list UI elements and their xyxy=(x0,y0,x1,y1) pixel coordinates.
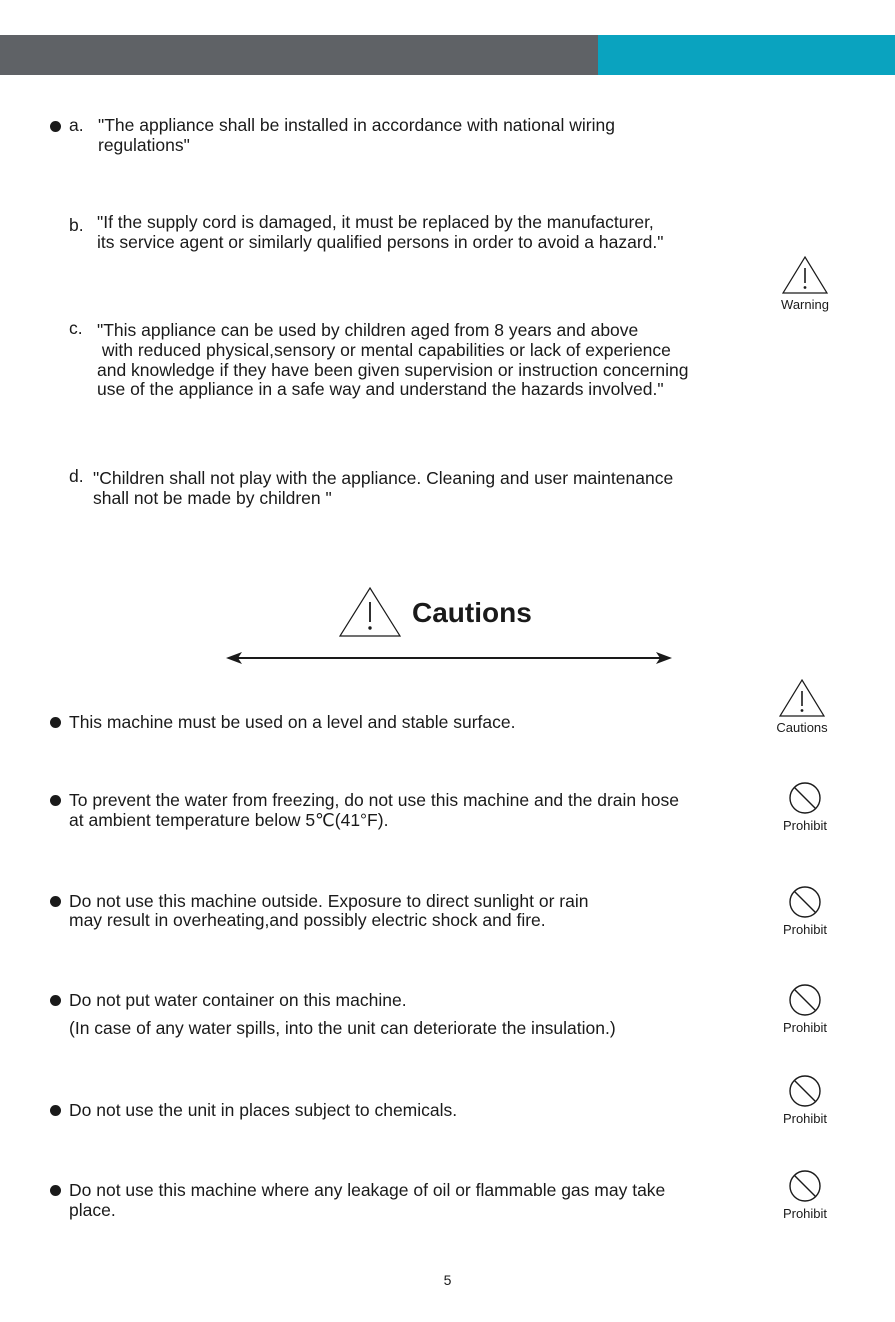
header-accent-bar xyxy=(598,35,895,75)
caution-4-line-2: (In case of any water spills, into the unit can deteriorate the insulation.) xyxy=(69,1018,616,1038)
item-c-line-2: with reduced physical,sensory or mental capabilities or lack of experience xyxy=(97,340,671,360)
caution-2-line-2: at ambient temperature below 5℃(41°F). xyxy=(69,810,389,830)
prohibit-badge-5 xyxy=(770,1168,840,1222)
prohibit-icon xyxy=(787,1073,823,1109)
item-d-letter: d. xyxy=(69,466,84,486)
caution-bullet-3 xyxy=(50,896,61,907)
warning-label: Warning xyxy=(781,297,829,312)
double-arrow-divider xyxy=(224,650,674,666)
item-c-line-3: and knowledge if they have been given supervision or instruction concerning xyxy=(97,360,689,380)
caution-5-line-1: Do not use the unit in places subject to chemicals. xyxy=(69,1100,458,1120)
cautions-icon-label: Cautions xyxy=(776,720,828,735)
caution-1-line-1: This machine must be used on a level and stable surface. xyxy=(69,712,516,732)
cautions-triangle-small-icon xyxy=(778,678,826,718)
cautions-triangle-icon xyxy=(338,586,402,638)
item-a-line-2: regulations" xyxy=(98,135,190,155)
caution-2-line-1: To prevent the water from freezing, do not use this machine and the drain hose xyxy=(69,790,679,810)
prohibit-badge-4 xyxy=(770,1073,840,1127)
item-c-letter: c. xyxy=(69,318,83,338)
item-a-line-1: "The appliance shall be installed in accordance with national wiring xyxy=(98,115,615,135)
prohibit-label: Prohibit xyxy=(782,1111,828,1126)
prohibit-badge-1 xyxy=(770,780,840,834)
caution-3-line-1: Do not use this machine outside. Exposure to direct sunlight or rain xyxy=(69,891,589,911)
warning-badge xyxy=(770,255,840,313)
cautions-badge xyxy=(767,678,837,736)
prohibit-label: Prohibit xyxy=(782,818,828,833)
caution-4-line-1: Do not put water container on this machine. xyxy=(69,990,407,1010)
item-c-line-1: "This appliance can be used by children aged from 8 years and above xyxy=(97,320,639,340)
prohibit-icon xyxy=(787,884,823,920)
cautions-title: Cautions xyxy=(412,597,532,628)
bullet-a xyxy=(50,121,61,132)
caution-bullet-6 xyxy=(50,1185,61,1196)
caution-bullet-5 xyxy=(50,1105,61,1116)
caution-6-line-1: Do not use this machine where any leakage of oil or flammable gas may take xyxy=(69,1180,666,1200)
item-d-line-2: shall not be made by children " xyxy=(93,488,332,508)
prohibit-label: Prohibit xyxy=(782,1206,828,1221)
header-bar xyxy=(0,35,598,75)
prohibit-label: Prohibit xyxy=(782,1020,828,1035)
item-d-line-1: "Children shall not play with the appliance. Cleaning and user maintenance xyxy=(93,468,674,488)
item-b-line-2: its service agent or similarly qualified persons in order to avoid a hazard." xyxy=(97,232,664,252)
caution-3-line-2: may result in overheating,and possibly electric shock and fire. xyxy=(69,910,546,930)
prohibit-icon xyxy=(787,982,823,1018)
warning-triangle-icon xyxy=(781,255,829,295)
item-a-letter: a. xyxy=(69,115,84,135)
page-number: 5 xyxy=(443,1272,452,1288)
prohibit-icon xyxy=(787,780,823,816)
caution-bullet-2 xyxy=(50,795,61,806)
item-b-line-1: "If the supply cord is damaged, it must be replaced by the manufacturer, xyxy=(97,212,654,232)
item-c-line-4: use of the appliance in a safe way and understand the hazards involved." xyxy=(97,379,664,399)
prohibit-badge-3 xyxy=(770,982,840,1036)
caution-bullet-1 xyxy=(50,717,61,728)
item-b-letter: b. xyxy=(69,215,84,235)
prohibit-icon xyxy=(787,1168,823,1204)
prohibit-label: Prohibit xyxy=(782,922,828,937)
caution-bullet-4 xyxy=(50,995,61,1006)
prohibit-badge-2 xyxy=(770,884,840,938)
caution-6-line-2: place. xyxy=(69,1200,116,1220)
